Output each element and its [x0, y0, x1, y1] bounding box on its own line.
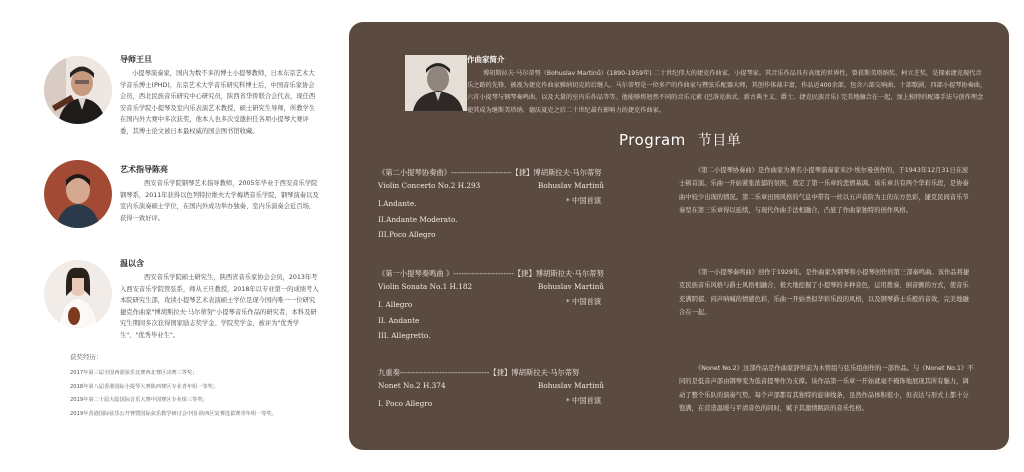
piece-title-row: [378, 366, 688, 379]
movement: I. Poco Allegro: [378, 399, 433, 408]
piece-en-row: [378, 379, 688, 392]
piece-composer-en: Bohuslav Martinů: [538, 282, 604, 291]
performers-column: [0, 0, 330, 472]
bio-wen-yihan: [120, 258, 320, 342]
composer-bio: 博胡斯拉夫·马尔蒂努（Bohuslav Martinů）(1890-1959年) 二十世纪伟大的捷克作曲家、小提琴家。其音乐作品具有高度的世界性，曾获斯美塔纳奖、柯立芝奖，是探索捷克现代音乐之路的先锋，被视为捷克作曲家雅纳切克的后继人。马尔蒂努是一位多产的作曲家与暨弦乐配器大师，其创作体裁丰富，作品近400余部，包含六部交响曲、十部歌剧、四部小提琴协奏曲，六首小提琴与钢琴奏鸣曲，以及大量的室内乐作品等等。他能够将迥然不同的音乐元素 (巴洛克曲式、新古典主义、爵士、捷克民族音乐) 完美地融合在一起，加上独特的配器手法与创作理念使其成为继斯美塔纳、德沃夏克之后二十世纪最有影响力的捷克作曲家。: [467, 70, 987, 114]
movement: III.Poco Allegro: [378, 230, 436, 240]
program-panel: [349, 22, 1009, 450]
piece-composer-cn: 【捷】博胡斯拉夫·马尔蒂努: [513, 269, 604, 278]
person-name: 艺术指导陈亮: [120, 165, 168, 174]
person-name: 导师王旦: [120, 55, 152, 64]
program-piece: [378, 166, 688, 243]
premiere-note: * 中国首演: [566, 196, 602, 205]
program-heading-en: Program: [619, 131, 686, 149]
person-name: 温以含: [120, 259, 144, 268]
bio-wang-dan: [120, 54, 320, 138]
piece-composer-en: Bohuslav Martinů: [538, 181, 604, 190]
movement: II.Andante Moderato.: [378, 214, 458, 224]
composer-portrait: [405, 55, 467, 111]
piece-en-row: [378, 280, 688, 293]
piece-title-en: Nonet No.2 H.374: [378, 381, 446, 390]
leader-dashes: -----------------------: [453, 269, 514, 278]
piece-description: 《第一小提琴奏鸣曲》创作于1929年。是作曲家为钢琴和小提琴创作的第三部奏鸣曲。该作品将捷克民族音乐风格与爵士风格相融合，极大地挖掘了小提琴的多种音色，运用拨奏、倒音颤的方式，使音乐充满阴郁、闷声呐喊的情感色彩，乐曲一开始类似华彩乐段的风格，以及钢琴爵士乐般的音效，完美地融合在一起。: [679, 269, 970, 316]
person-bio: 西安音乐学院钢琴艺术指导教师，2005年毕业于西安音乐学院钢琴系，2011年获得以色列特拉维夫大学梅塔音乐学院，钢琴演奏以及室内乐演奏硕士学位，在国内外成功举办独奏、室内乐演奏会近百场，获得一致好评。: [120, 180, 319, 222]
portrait-chen-liang: [44, 160, 112, 228]
program-piece: [378, 366, 688, 412]
movement: I.Andante.: [378, 199, 417, 208]
program-heading-cn: 节目单: [697, 133, 742, 149]
piece-title-en: Violin Sonata No.1 H.182: [378, 282, 473, 291]
piece-description: 《Nonet No.2》这部作品是作曲家辞世前为木管组与弦乐组创作的一部作品。与《Nonet No.1》不同的是低音声部由钢琴变为低音提琴作为支撑。该作品第一乐章一开始就毫不掩饰地展现其所有魅力，调动了整个乐队的演奏气势。每个声部都有其独特的旋律线条，虽然作品体积很小，但表达与形式上都十分饱满，在营造温暖与平清音色的同时，赋予其激情跳跃的音乐性格。: [679, 365, 974, 412]
movement: I. Allegro: [378, 300, 413, 309]
movements: [378, 297, 688, 344]
composer-title: 作曲家简介: [467, 55, 505, 64]
leader-dashes: -----------------------: [450, 168, 512, 177]
piece-title-en: Violin Concerto No.2 H.293: [378, 181, 481, 190]
premiere-note: * 中国首演: [566, 396, 602, 405]
award-item: 2018年第八届香港国际小提琴大赛陕西赛区专业青年组一等奖；: [70, 383, 219, 390]
premiere-note: * 中国首演: [566, 297, 602, 306]
piece-en-row: [378, 179, 688, 192]
program-piece: [378, 267, 688, 344]
piece-description: 《第二小提琴协奏曲》是作曲家为著名小提琴演奏家米沙·埃尔曼创作的，于1943年12月31日在波士顿首演。乐曲一开始紧张浓郁的氛围，奠定了第一乐章的悲情基调。该乐章共有两个华彩乐段，是协奏曲中较少出现的情况。第二乐章田园风格的气息中带有一丝以五声音阶为主的东方色彩，捷克民间音乐节奏型在第三乐章得以延续，与现代作曲手法相融合，凸显了作曲家独特的创作风格。: [679, 167, 969, 214]
bio-chen-liang: [120, 164, 320, 224]
piece-composer-cn: 【捷】博胡斯拉夫·马尔蒂努: [511, 168, 602, 177]
person-bio: 小提琴演奏家，国内为数不多的博士小提琴教师，日本东京艺术大学音乐博士(PHD)，东京艺术大学音乐研究科博士后，中国音乐家协会会员，西北民族音乐研究中心研究员，陕西省华侨联合会代表，现任西安音乐学院小提琴及室内乐表演艺术教授，硕士研究生导师，所教学生在国内外大赛中多次获奖，他本人也多次受邀担任各项小提琴大赛评委，其博士论文被日本最权威的国会图书馆收藏。: [120, 70, 316, 135]
piece-title-row: [378, 166, 688, 179]
piece-title-row: [378, 267, 688, 280]
movement: II. Andante: [378, 315, 420, 325]
awards-list: [70, 352, 320, 421]
award-item: 2019年香港国际弦乐公开赛暨国际弦乐教学研讨会中国·陕西区复赛选拔赛青年组一等奖。: [70, 410, 277, 417]
leader-dashes: ----------------------------------: [399, 368, 490, 377]
piece-title-cn: 九重奏: [378, 368, 400, 377]
awards-title: 获奖经历：: [70, 353, 103, 361]
portrait-wang-dan: [44, 56, 112, 124]
movements: [378, 396, 688, 412]
movement: III. Allegretto.: [378, 331, 431, 341]
portrait-wen-yihan: [44, 260, 112, 328]
piece-title-cn: 《第一小提琴奏鸣曲 》: [378, 269, 454, 278]
person-bio: 西安音乐学院硕士研究生，陕西省音乐家协会会员，2013年考入西安音乐学院管弦系，师从王旦教授，2018年以专业第一的成绩考入本院研究生部，攻读小提琴艺术表演硕士学位是现今国内唯一一位研究捷克作曲家"博胡斯拉夫·马尔蒂努"小提琴音乐作品的研究者，本科及研究生期间多次获得国家励志奖学金、学院奖学金，被评为"优秀学生"、"优秀毕业生"。: [120, 274, 319, 339]
award-item: 2019年第二十届大陆国际音乐大赛中国赛区专业组三等奖；: [70, 397, 208, 403]
piece-composer-cn: 【捷】博胡斯拉夫·马尔蒂努: [489, 368, 580, 377]
program-heading: [619, 130, 741, 150]
movements: [378, 196, 688, 243]
piece-composer-en: Bohuslav Martinů: [538, 381, 604, 390]
award-item: 2017年第三届全国西部弦乐比赛西北赛区决赛三等奖；: [70, 370, 198, 376]
piece-title-cn: 《第二小提琴协奏曲》: [378, 168, 451, 177]
